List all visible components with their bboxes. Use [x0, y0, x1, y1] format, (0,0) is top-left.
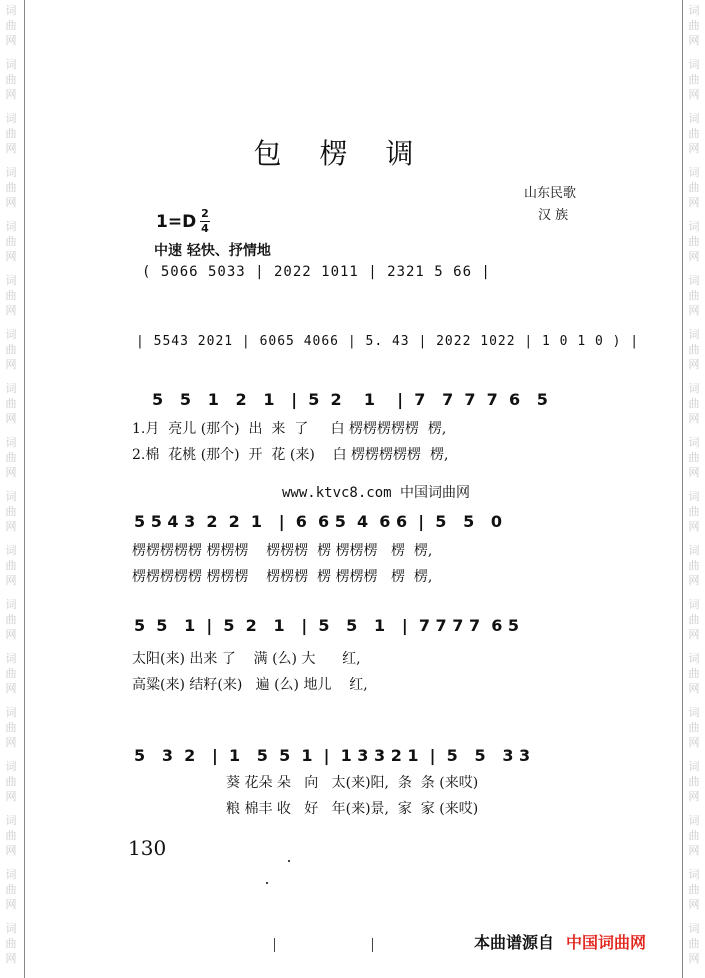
side-watermark-char: 词 [688, 382, 700, 395]
side-watermark-char: 曲 [688, 721, 700, 734]
side-watermark-char: 曲 [688, 73, 700, 86]
side-watermark-char: 词 [688, 436, 700, 449]
tempo-marking: 中速 轻快、抒情地 [154, 243, 271, 259]
side-watermark-char: 网 [5, 628, 17, 641]
side-watermark-char: 网 [688, 466, 700, 479]
side-watermark-char: 网 [5, 358, 17, 371]
side-watermark-char: 网 [5, 898, 17, 911]
side-watermark-char: 曲 [5, 397, 17, 410]
side-watermark-char: 网 [688, 628, 700, 641]
origin-region: 山东民歌 [524, 186, 577, 201]
system2-lyric1: 楞楞楞楞楞 楞楞楞 楞楞楞 楞 楞楞楞 楞 楞, [132, 543, 433, 559]
footer-label: 本曲谱源自 [474, 933, 555, 952]
side-watermark-char: 词 [688, 868, 700, 881]
side-watermark-char: 网 [688, 520, 700, 533]
side-watermark-char: 词 [688, 58, 700, 71]
intro-line-2: | 5543 2021 | 6065 4066 | 5. 43 | 2022 1022 | 1 0 1 0 ) | [136, 334, 640, 349]
side-watermark-char: 曲 [5, 775, 17, 788]
side-watermark-char: 词 [688, 760, 700, 773]
side-watermark-char: 网 [5, 574, 17, 587]
side-watermark-char: 词 [5, 706, 17, 719]
side-watermark-char: 词 [5, 328, 17, 341]
side-watermark-char: 网 [688, 88, 700, 101]
side-watermark-char: 网 [688, 34, 700, 47]
side-watermark-char: 曲 [688, 235, 700, 248]
system1-lyric1: 1.月 亮儿 (那个) 出 来 了 白 楞楞楞楞楞 楞, [132, 421, 447, 437]
scan-tick [372, 938, 373, 952]
side-watermark-char: 网 [5, 142, 17, 155]
side-watermark-char: 网 [5, 34, 17, 47]
side-watermark-char: 曲 [688, 667, 700, 680]
side-watermark-char: 网 [5, 790, 17, 803]
side-watermark-char: 网 [688, 790, 700, 803]
side-watermark-char: 网 [5, 520, 17, 533]
side-watermark-char: 词 [5, 4, 17, 17]
side-watermark-char: 网 [5, 952, 17, 965]
side-watermark-char: 网 [5, 682, 17, 695]
site-watermark: www.ktvc8.com 中国词曲网 [282, 485, 471, 501]
side-watermark-char: 词 [5, 58, 17, 71]
side-watermark-char: 词 [688, 328, 700, 341]
side-watermark-char: 词 [5, 112, 17, 125]
side-watermark-char: 词 [5, 382, 17, 395]
side-watermark-char: 网 [688, 358, 700, 371]
time-signature [200, 208, 210, 235]
side-watermark-char: 曲 [5, 73, 17, 86]
side-watermark-char: 网 [688, 898, 700, 911]
side-watermark-char: 网 [688, 142, 700, 155]
side-watermark-char: 曲 [688, 181, 700, 194]
side-watermark-char: 曲 [5, 937, 17, 950]
side-watermark-char: 词 [5, 490, 17, 503]
side-watermark-char: 曲 [688, 397, 700, 410]
side-watermark-char: 网 [5, 412, 17, 425]
footer-source [474, 930, 646, 953]
side-watermark-char: 曲 [688, 559, 700, 572]
side-watermark-char: 词 [688, 112, 700, 125]
side-watermark-char: 网 [688, 844, 700, 857]
side-watermark-char: 网 [688, 736, 700, 749]
side-watermark-char: 曲 [5, 559, 17, 572]
side-watermark-char: 曲 [5, 343, 17, 356]
side-watermark-char: 曲 [5, 667, 17, 680]
side-watermark-char: 词 [5, 274, 17, 287]
side-watermark-char: 网 [5, 466, 17, 479]
side-watermark-char: 曲 [5, 883, 17, 896]
side-watermark-char: 网 [5, 736, 17, 749]
scan-speck [266, 882, 268, 884]
side-watermark-char: 曲 [5, 235, 17, 248]
system2-lyric2: 楞楞楞楞楞 楞楞楞 楞楞楞 楞 楞楞楞 楞 楞, [132, 569, 433, 585]
side-watermark-char: 词 [688, 922, 700, 935]
time-sig-top: 2 [201, 207, 209, 220]
side-watermark-char: 曲 [688, 343, 700, 356]
side-watermark-char: 曲 [688, 289, 700, 302]
system3-lyric1: 太阳(来) 出来 了 满 (么) 大 红, [132, 651, 361, 667]
side-watermark-char: 曲 [5, 613, 17, 626]
side-watermark-char: 网 [688, 952, 700, 965]
side-watermark-char: 网 [688, 304, 700, 317]
side-watermark-char: 曲 [5, 505, 17, 518]
side-watermark-char: 曲 [5, 829, 17, 842]
side-watermark-char: 词 [5, 652, 17, 665]
side-watermark-char: 网 [688, 250, 700, 263]
side-watermark-char: 词 [5, 544, 17, 557]
side-watermark-char: 曲 [688, 613, 700, 626]
side-watermark-char: 词 [5, 760, 17, 773]
side-watermark-char: 词 [688, 4, 700, 17]
system2-notes: 5 5 4 3 2 2 1 | 6 6 5 4 6 6 | 5 5 0 [134, 512, 503, 531]
side-watermark-char: 网 [688, 196, 700, 209]
side-watermark-char: 网 [5, 844, 17, 857]
footer-site-link[interactable]: 中国词曲网 [566, 933, 647, 952]
song-title: 包楞调 [253, 137, 452, 170]
side-watermark-char: 网 [688, 574, 700, 587]
side-watermark-char: 网 [688, 412, 700, 425]
side-watermark-char: 词 [688, 274, 700, 287]
scan-tick [274, 938, 275, 952]
side-watermark-char: 曲 [688, 937, 700, 950]
side-watermark-char: 曲 [5, 181, 17, 194]
side-watermark-char: 词 [5, 814, 17, 827]
side-watermark-char: 曲 [688, 19, 700, 32]
side-watermark-char: 词 [688, 490, 700, 503]
system3-lyric2: 高粱(来) 结籽(来) 遍 (么) 地儿 红, [132, 677, 368, 693]
system1-lyric2: 2.棉 花桃 (那个) 开 花 (来) 白 楞楞楞楞楞 楞, [132, 447, 449, 463]
side-watermark-char: 词 [688, 706, 700, 719]
side-watermark-char: 词 [688, 544, 700, 557]
side-watermark-char: 曲 [688, 829, 700, 842]
side-watermark-char: 词 [688, 652, 700, 665]
side-watermark-char: 曲 [688, 505, 700, 518]
side-watermark-char: 词 [5, 598, 17, 611]
side-watermark-char: 词 [5, 868, 17, 881]
system4-notes: 5 3 2 | 1 5 5 1 | 1 3 3 2 1 | 5 5 3 3 [134, 746, 531, 765]
side-watermark-char: 网 [688, 682, 700, 695]
time-sig-bottom: 4 [201, 222, 209, 235]
side-watermark-char: 曲 [688, 127, 700, 140]
side-watermark-char: 词 [5, 922, 17, 935]
side-watermark-char: 词 [688, 166, 700, 179]
side-watermark-char: 网 [5, 304, 17, 317]
side-watermark-char: 曲 [5, 19, 17, 32]
system1-notes: 5 5 1 2 1 | 5 2 1 | 7 7 7 7 6 5 [152, 390, 548, 409]
system3-notes: 5 5 1 | 5 2 1 | 5 5 1 | 7 7 7 7 6 5 [134, 616, 520, 635]
system4-lyric2: 粮 棉丰 收 好 年(来)景, 家 家 (来哎) [226, 801, 479, 817]
side-watermark-char: 词 [5, 220, 17, 233]
scan-speck [288, 860, 290, 862]
side-watermark-char: 曲 [688, 775, 700, 788]
side-watermark-char: 曲 [5, 721, 17, 734]
origin-ethnicity: 汉 族 [538, 208, 569, 223]
side-watermark-char: 曲 [688, 451, 700, 464]
side-watermark-char: 曲 [5, 289, 17, 302]
side-watermark-char: 词 [688, 220, 700, 233]
system4-lyric1: 葵 花朵 朵 向 太(来)阳, 条 条 (来哎) [226, 775, 479, 791]
side-watermark-char: 网 [5, 196, 17, 209]
side-watermark-char: 曲 [5, 451, 17, 464]
side-watermark-char: 词 [5, 166, 17, 179]
side-watermark-char: 词 [5, 436, 17, 449]
side-watermark-char: 词 [688, 814, 700, 827]
side-watermark-char: 曲 [5, 127, 17, 140]
side-watermark-char: 词 [688, 598, 700, 611]
intro-line-1: ( 5066 5033 | 2022 1011 | 2321 5 66 | [142, 264, 491, 280]
side-watermark-char: 网 [5, 88, 17, 101]
side-watermark-char: 网 [5, 250, 17, 263]
page-number: 130 [128, 836, 167, 860]
side-watermark-char: 曲 [688, 883, 700, 896]
key-signature: 1=D [156, 212, 197, 232]
